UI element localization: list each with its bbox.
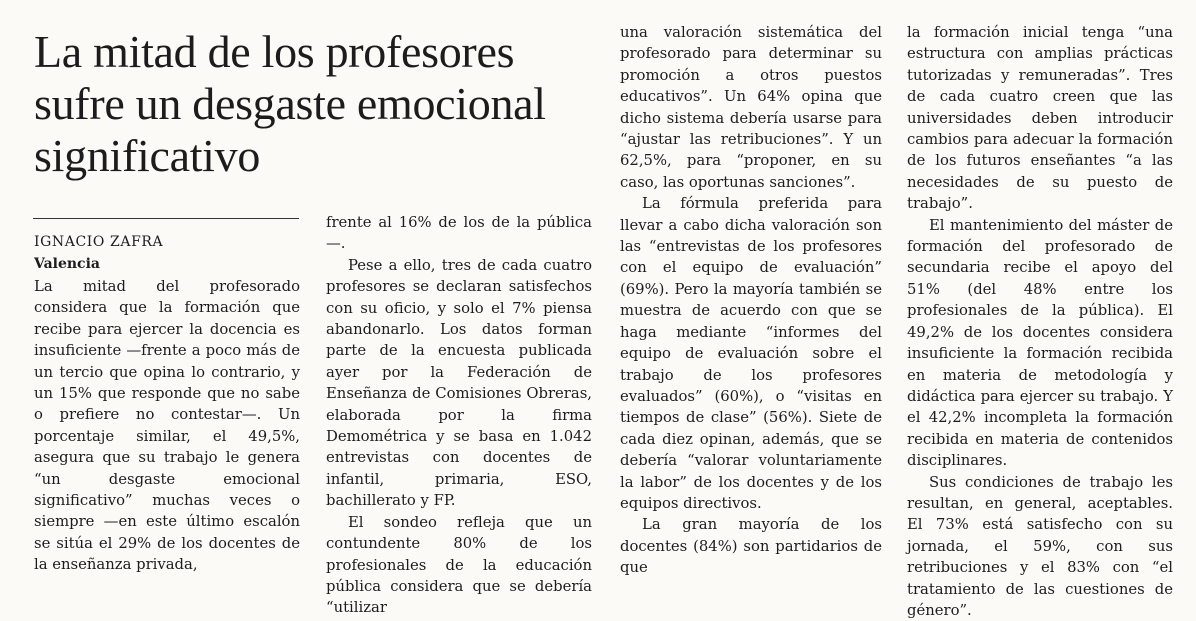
dateline-location: Valencia bbox=[34, 256, 100, 272]
paragraph: una valoración sistemática del profesorado para determinar su promoción a otros puestos educativos”. Un 64% opina que dicho sistema debería usarse para “ajustar las retribuciones”. Y un 62,5%, para “proponer, en su caso, las oportunas sanciones”. bbox=[620, 24, 882, 191]
byline-divider bbox=[33, 218, 299, 219]
paragraph: la formación inicial tenga “una estructura con amplias prácticas tutorizadas y remuneradas”. Tres de cada cuatro creen que las universidades deben introducir cambios para adecuar la formación de los futuros enseñantes “a las necesidades de su puesto de trabajo”. bbox=[907, 24, 1173, 213]
paragraph: La mitad del profesorado considera que la formación que recibe para ejercer la docencia es insuficiente —frente a poco más de un tercio que opina lo contrario, y un 15% que responde que no sabe o prefiere no contestar—. Un porcentaje similar, el 49,5%, asegura que su trabajo le genera “un desgaste emocional significativo” muchas veces o siempre —en este último escalón se sitúa el 29% de los docentes de la enseñanza privada, bbox=[34, 278, 300, 574]
paragraph: frente al 16% de los de la pública—. bbox=[326, 214, 592, 253]
paragraph: Pese a ello, tres de cada cuatro profesores se declaran satisfechos con su oficio, y solo el 7% piensa abandonarlo. Los datos forman parte de la encuesta publicada ayer por la Federación de Enseñanza de Comisiones Obreras, elaborada por la firma Demométrica y se basa en 1.042 entrevistas con docentes de infantil, primaria, ESO, bachillerato y FP. bbox=[326, 256, 592, 510]
article-column-2 bbox=[326, 212, 592, 619]
author-name: IGNACIO ZAFRA bbox=[34, 234, 164, 250]
article-column-4 bbox=[907, 22, 1173, 621]
headline: La mitad de los profesores sufre un desgaste emocional significativo bbox=[34, 26, 546, 181]
byline bbox=[34, 231, 300, 275]
article-column-3 bbox=[620, 22, 882, 579]
paragraph: El mantenimiento del máster de formación del profesorado de secundaria recibe el apoyo del 51% (del 48% entre los profesionales de la pública). El 49,2% de los docentes considera insuficiente la formación recibida en materia de metodología y didáctica para ejercer su trabajo. Y el 42,2% incompleta la formación recibida en materia de contenidos disciplinares. bbox=[907, 216, 1173, 470]
paragraph: El sondeo refleja que un contundente 80% de los profesionales de la educación pública considera que se debería “utilizar bbox=[326, 513, 592, 617]
paragraph: Sus condiciones de trabajo les resultan, en general, aceptables. El 73% está satisfecho con su jornada, el 59%, con sus retribuciones y el 83% con “el tratamiento de las cuestiones de género”. bbox=[907, 473, 1173, 619]
paragraph: La gran mayoría de los docentes (84%) son partidarios de que bbox=[620, 516, 882, 577]
paragraph: La fórmula preferida para llevar a cabo dicha valoración son las “entrevistas de los profesores con el equipo de evaluación” (69%). Pero la mayoría también se muestra de acuerdo con que se haga mediante “informes del equipo de evaluación sobre el trabajo de los profesores evaluados” (60%), o “visitas en tiempos de clase” (56%). Siete de cada diez opinan, además, que se debería “valorar voluntariamente la labor” de los docentes y de los equipos directivos. bbox=[620, 195, 882, 512]
article-column-1 bbox=[34, 276, 300, 576]
